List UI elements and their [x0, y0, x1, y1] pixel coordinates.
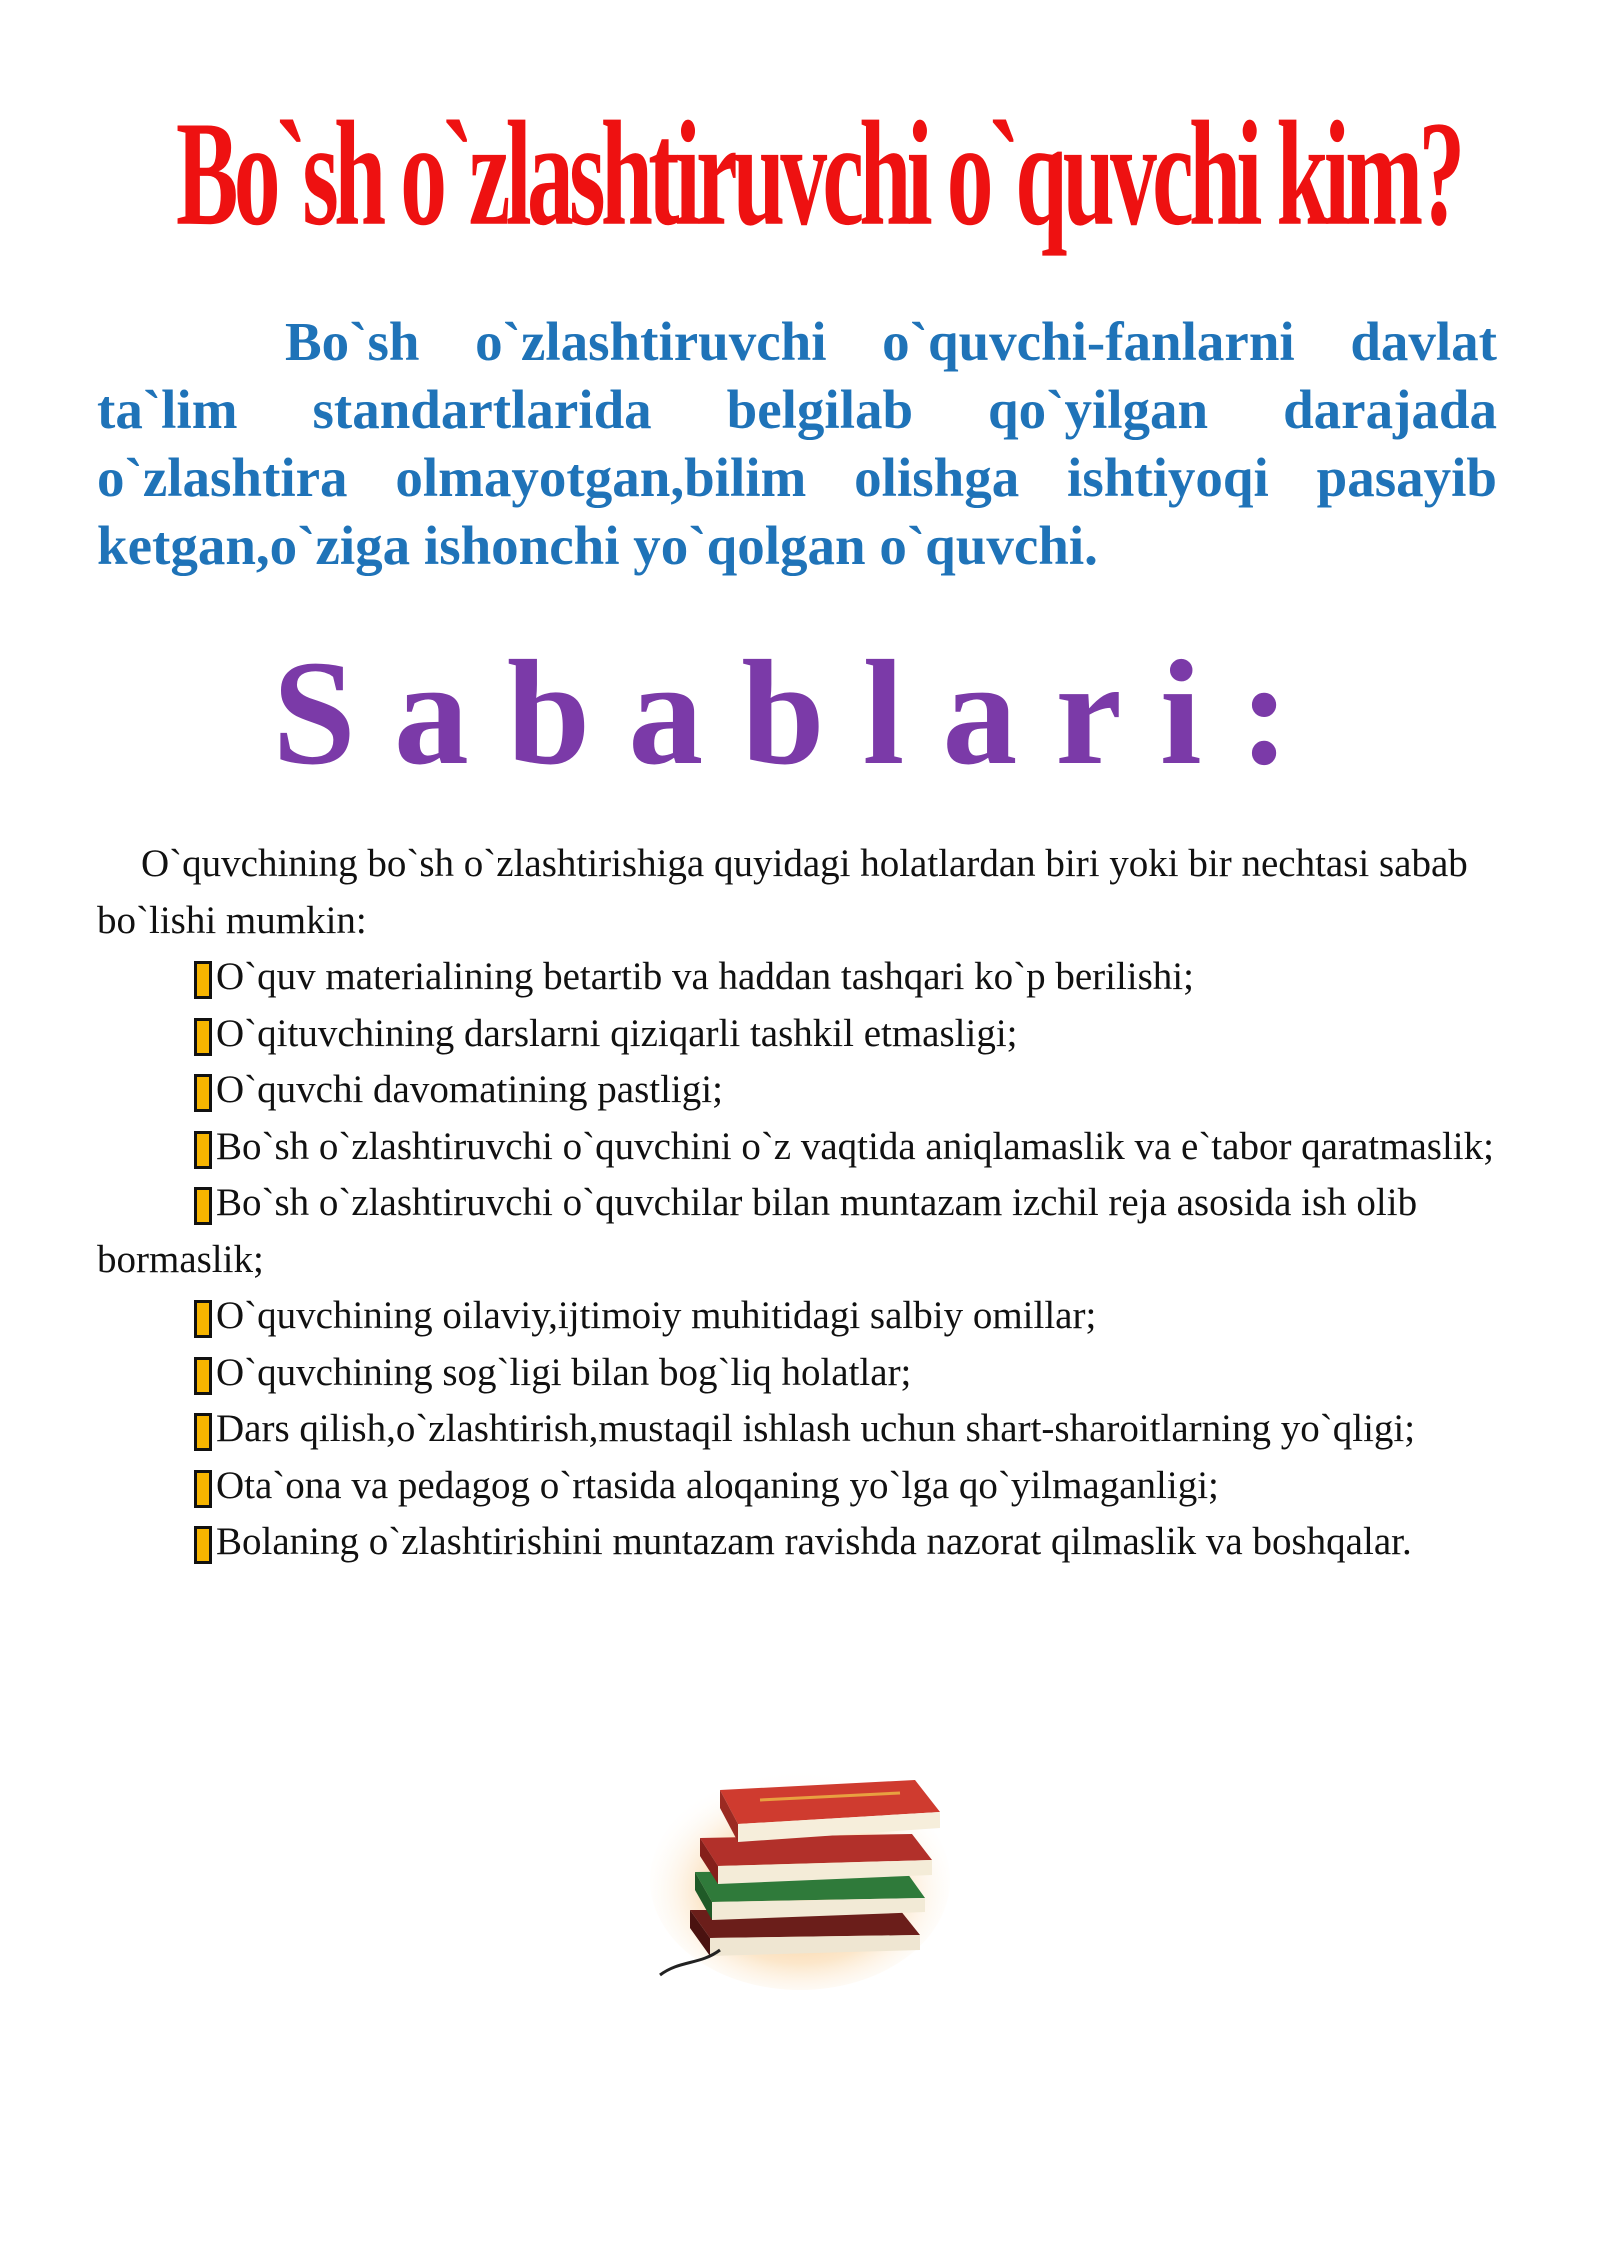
yellow-box-bullet-icon — [194, 1526, 212, 1564]
reason-text: O`quv materialining betartib va haddan tashqari ko`p berilishi; — [216, 955, 1194, 998]
reason-text: Bo`sh o`zlashtiruvchi o`quvchini o`z vaqtida aniqlamaslik va e`tabor qaratmaslik; — [216, 1124, 1494, 1168]
yellow-box-bullet-icon — [194, 1074, 212, 1112]
page-title: Bo`sh o`zlashtiruvchi o`quvchi kim? — [176, 90, 1461, 257]
reason-text: O`qituvchining darslarni qiziqarli tashkil etmasligi; — [216, 1011, 1018, 1055]
reasons-section — [97, 836, 1507, 1571]
definition-paragraph: Bo`sh o`zlashtiruvchi o`quvchi-fanlarni davlat ta`lim standartlarida belgilab qo`yilgan darajada o`zlashtira olmayotgan,bilim olishga ishtiyoqi pasayib ketgan,o`ziga ishonchi yo`qolgan o`quvchi. — [97, 311, 1497, 576]
reason-text: O`quvchi davomatining pastligi; — [216, 1068, 723, 1111]
reason-item — [97, 949, 1507, 1006]
yellow-box-bullet-icon — [194, 1187, 212, 1225]
yellow-box-bullet-icon — [194, 1470, 212, 1508]
yellow-box-bullet-icon — [194, 961, 212, 999]
reasons-list — [97, 949, 1507, 1571]
yellow-box-bullet-icon — [194, 1413, 212, 1451]
reason-item — [97, 1288, 1507, 1345]
yellow-box-bullet-icon — [194, 1357, 212, 1395]
reason-text: Ota`ona va pedagog o`rtasida aloqaning yo`lga qo`yilmaganligi; — [216, 1463, 1219, 1507]
reason-text: Bolaning o`zlashtirishini muntazam ravishda nazorat qilmaslik va boshqalar. — [216, 1520, 1412, 1563]
reason-item — [97, 1062, 1507, 1119]
yellow-box-bullet-icon — [194, 1300, 212, 1338]
reasons-heading: Sabablari: — [272, 630, 1328, 796]
yellow-box-bullet-icon — [194, 1018, 212, 1056]
reason-item — [97, 1175, 1507, 1288]
reason-item — [97, 1458, 1507, 1515]
intro-paragraph: O`quvchining bo`sh o`zlashtirishiga quyidagi holatlardan biri yoki bir nechtasi sabab bo`lishi mumkin: — [97, 842, 1468, 942]
reason-item — [97, 1401, 1507, 1458]
books-stack-icon — [650, 1760, 970, 2000]
yellow-box-bullet-icon — [194, 1131, 212, 1169]
reason-item — [97, 1006, 1507, 1063]
reason-item — [97, 1119, 1507, 1176]
reason-text: Dars qilish,o`zlashtirish,mustaqil ishlash uchun shart-sharoitlarning yo`qligi; — [216, 1407, 1416, 1450]
reason-text: Bo`sh o`zlashtiruvchi o`quvchilar bilan muntazam izchil reja asosida ish olib bormaslik; — [97, 1181, 1418, 1281]
reason-item — [97, 1345, 1507, 1402]
reason-text: O`quvchining sog`ligi bilan bog`liq holatlar; — [216, 1350, 912, 1394]
reason-item — [97, 1514, 1507, 1571]
reason-text: O`quvchining oilaviy,ijtimoiy muhitidagi salbiy omillar; — [216, 1294, 1097, 1337]
